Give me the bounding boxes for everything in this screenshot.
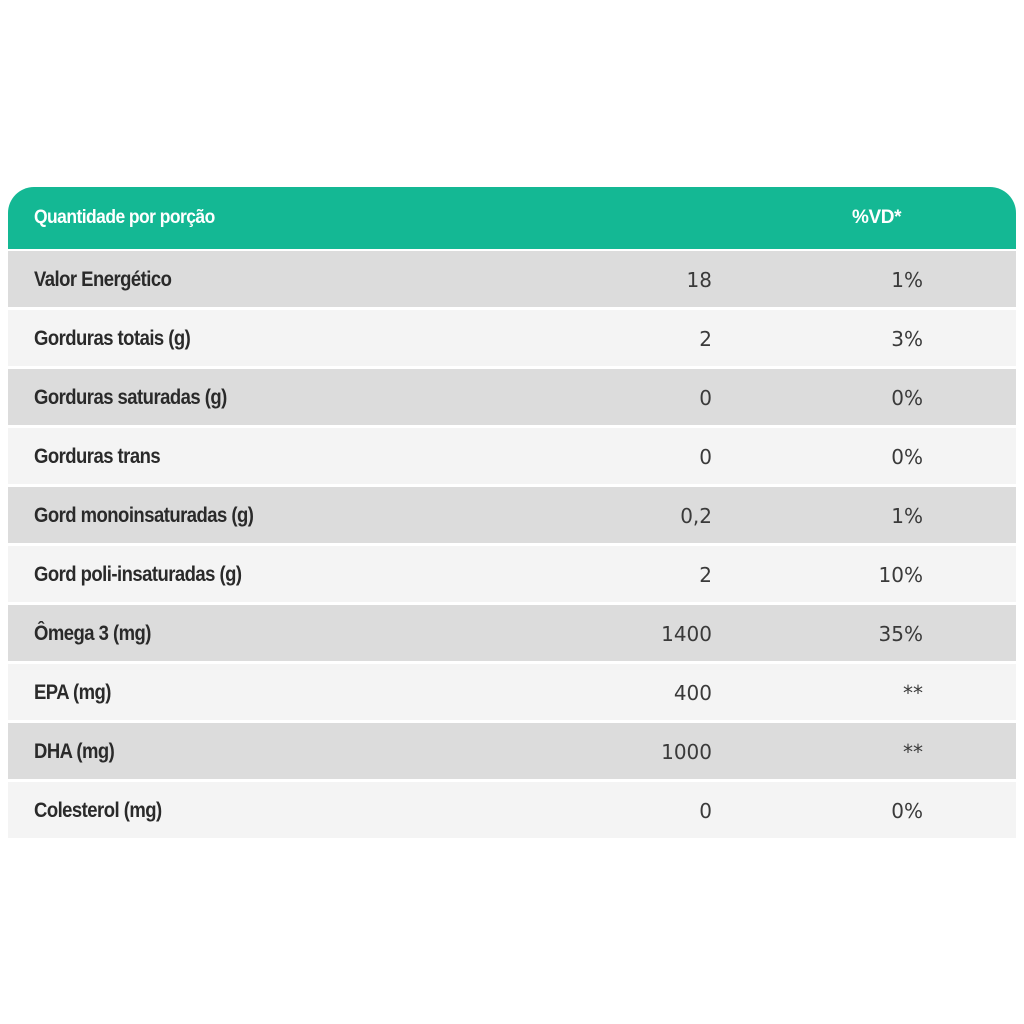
table-row xyxy=(8,369,1016,425)
nutrient-daily-value: 1% xyxy=(891,268,923,292)
nutrient-name: DHA (mg) xyxy=(34,740,115,763)
nutrient-daily-value: 0% xyxy=(891,445,923,469)
header-serving-label: Quantidade por porção xyxy=(34,207,215,228)
nutrient-quantity: 0 xyxy=(699,445,712,469)
nutrient-quantity: 0 xyxy=(699,386,712,410)
nutrient-name: Ômega 3 (mg) xyxy=(34,622,151,645)
table-row xyxy=(8,428,1016,484)
table-row xyxy=(8,310,1016,366)
nutrient-quantity: 0,2 xyxy=(680,504,712,528)
nutrient-daily-value: 0% xyxy=(891,799,923,823)
table-row xyxy=(8,546,1016,602)
table-header xyxy=(8,187,1016,249)
nutrient-name: Gord monoinsaturadas (g) xyxy=(34,504,254,527)
nutrient-daily-value: 1% xyxy=(891,504,923,528)
nutrient-daily-value: ** xyxy=(903,681,923,705)
table-row xyxy=(8,251,1016,307)
table-body xyxy=(8,251,1016,838)
nutrition-table xyxy=(8,187,1016,841)
nutrient-name: EPA (mg) xyxy=(34,681,111,704)
table-row xyxy=(8,782,1016,838)
nutrient-daily-value: 10% xyxy=(878,563,923,587)
table-row xyxy=(8,723,1016,779)
nutrient-quantity: 1000 xyxy=(661,740,712,764)
nutrient-quantity: 400 xyxy=(673,681,712,705)
nutrient-quantity: 0 xyxy=(699,799,712,823)
nutrient-name: Gorduras trans xyxy=(34,445,161,468)
nutrient-daily-value: ** xyxy=(903,740,923,764)
nutrient-daily-value: 0% xyxy=(891,386,923,410)
nutrient-name: Colesterol (mg) xyxy=(34,799,162,822)
nutrient-quantity: 1400 xyxy=(661,622,712,646)
nutrient-name: Valor Energético xyxy=(34,268,172,291)
nutrient-name: Gorduras totais (g) xyxy=(34,327,191,350)
table-row xyxy=(8,487,1016,543)
nutrient-quantity: 2 xyxy=(699,563,712,587)
table-row xyxy=(8,664,1016,720)
header-daily-value-label: %VD* xyxy=(852,207,902,228)
table-row xyxy=(8,605,1016,661)
nutrient-quantity: 2 xyxy=(699,327,712,351)
nutrient-quantity: 18 xyxy=(686,268,712,292)
nutrient-daily-value: 3% xyxy=(891,327,923,351)
nutrient-daily-value: 35% xyxy=(878,622,923,646)
nutrient-name: Gord poli-insaturadas (g) xyxy=(34,563,242,586)
nutrient-name: Gorduras saturadas (g) xyxy=(34,386,227,409)
